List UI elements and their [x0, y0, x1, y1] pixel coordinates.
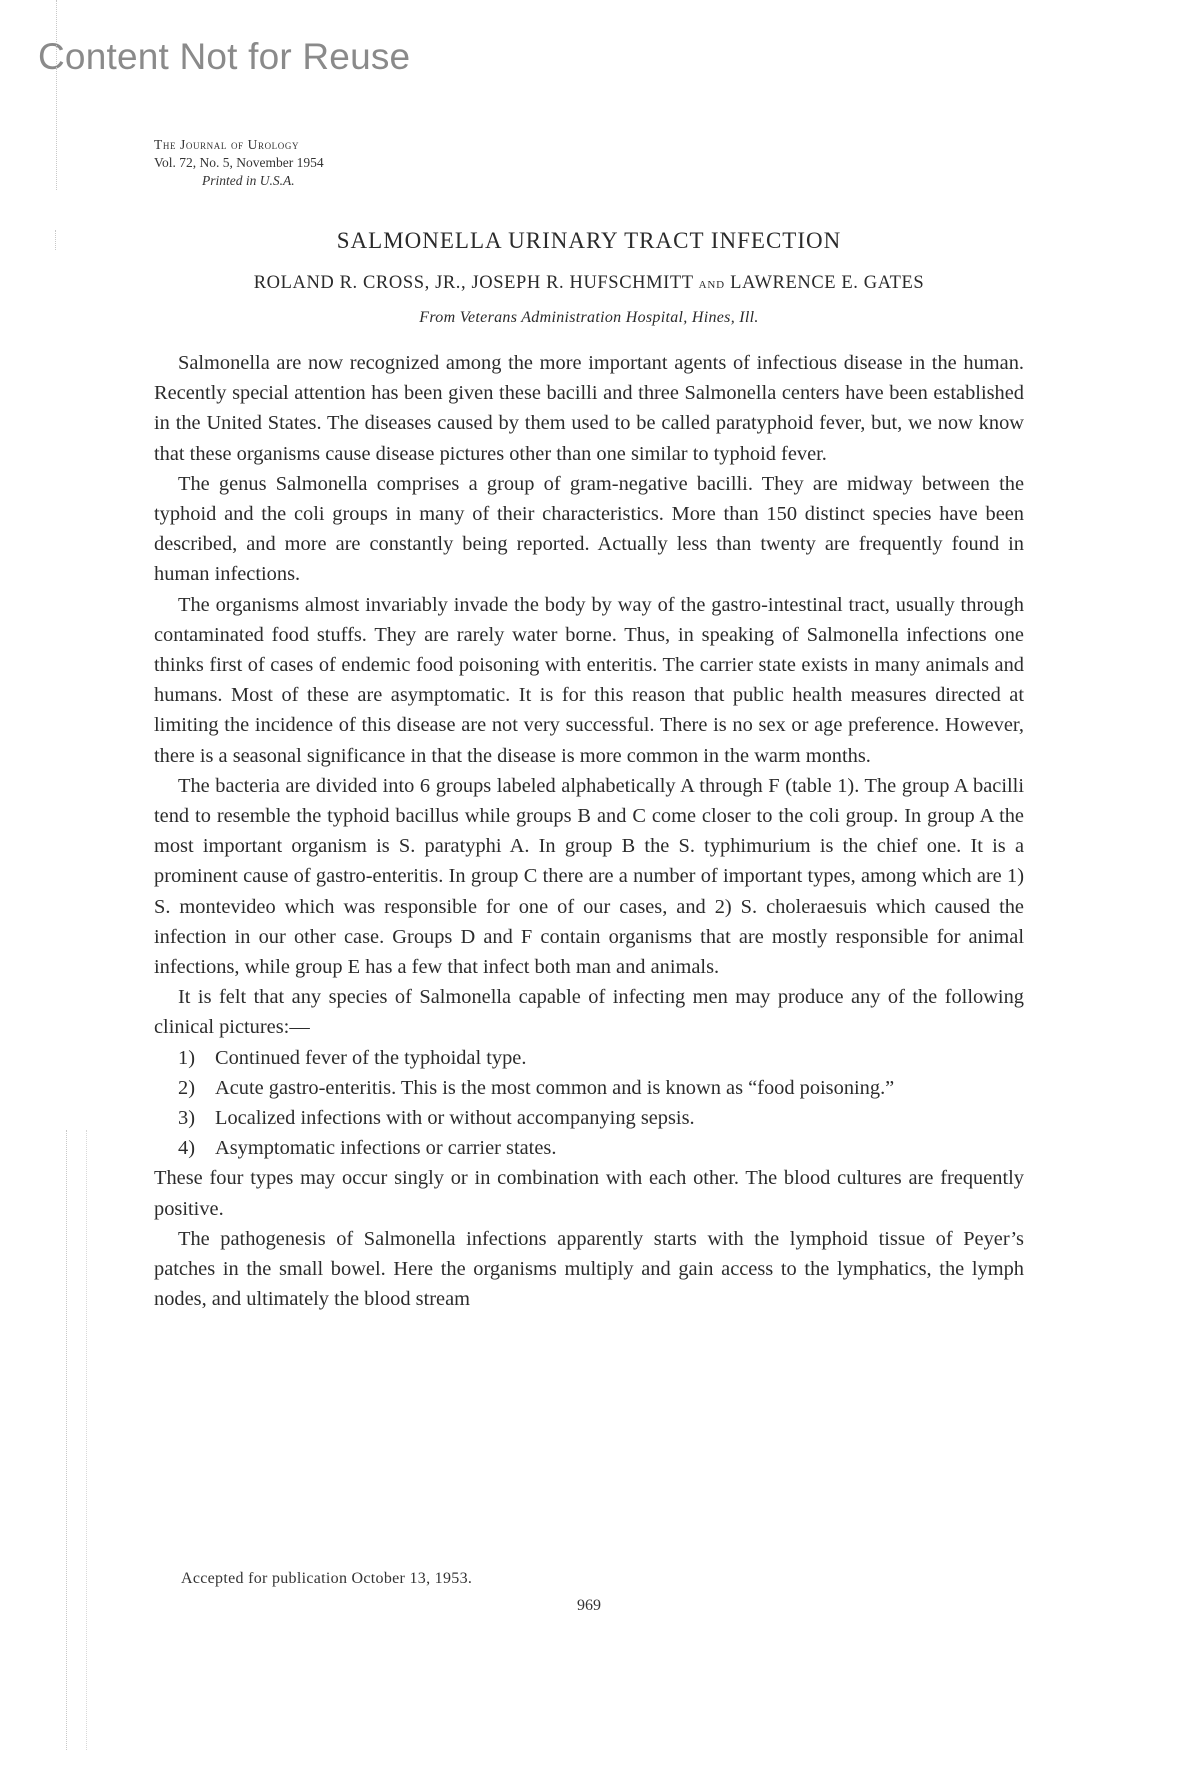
authors-part-2: LAWRENCE E. GATES	[730, 273, 925, 293]
body-paragraph: The genus Salmonella comprises a group of gram-negative bacilli. They are midway between the typhoid and the coli groups in many of their characteristics. More than 150 distinct species have been described, and more are constantly being reported. Actually less than twenty are frequently found in human infections.	[154, 472, 1024, 586]
journal-volume: Vol. 72, No. 5, November 1954	[154, 155, 324, 170]
article-title: SALMONELLA URINARY TRACT INFECTION	[336, 228, 842, 253]
journal-header	[154, 136, 324, 190]
list-item	[154, 1043, 1024, 1073]
body-paragraph: The organisms almost invariably invade the body by way of the gastro-intestinal tract, usually through contaminated food stuffs. They are rarely water borne. Thus, in speaking of Salmonella infections one thinks first of cases of endemic food poisoning with enteritis. The carrier state exists in many animals and humans. Most of these are asymptomatic. It is for this reason that public health measures directed at limiting the incidence of this disease are not very successful. There is no sex or age preference. However, there is a seasonal significance in that the disease is more common in the warm months.	[154, 593, 1024, 767]
scan-artifact-line	[55, 230, 56, 250]
authors-and: and	[698, 275, 725, 292]
body-paragraph: The bacteria are divided into 6 groups labeled alphabetically A through F (table 1). The group A bacilli tend to resemble the typhoid bacillus while groups B and C come closer to the coli group. In group A the most important organism is S. paratyphi A. In group B the S. typhimurium is the chief one. It is a prominent cause of gastro-enteritis. In group C there are a number of important types, among which are 1) S. montevideo which was responsible for one of our cases, and 2) S. choleraesuis which caused the infection in our other case. Groups D and F contain organisms that are mostly responsible for animal infections, while group E has a few that infect both man and animals.	[154, 774, 1024, 979]
list-item	[154, 1133, 1024, 1163]
list-item-text: Acute gastro-enteritis. This is the most common and is known as “food poisoning.”	[215, 1076, 895, 1099]
list-item-number: 2)	[178, 1076, 195, 1099]
scan-artifact-line	[86, 1130, 87, 1750]
list-item-number: 3)	[178, 1107, 195, 1130]
footnote-accepted: Accepted for publication October 13, 1953.	[181, 1570, 473, 1587]
body-paragraph: These four types may occur singly or in combination with each other. The blood cultures are frequently positive.	[154, 1167, 1024, 1220]
list-item-number: 4)	[178, 1137, 195, 1160]
body-paragraph: The pathogenesis of Salmonella infections apparently starts with the lymphoid tissue of Peyer’s patches in the small bowel. Here the organisms multiply and gain access to the lymphatics, the lymph nodes, and ultimately the blood stream	[154, 1227, 1024, 1311]
watermark: Content Not for Reuse	[38, 36, 411, 77]
page-number: 969	[577, 1597, 601, 1614]
authors-part-1: ROLAND R. CROSS, JR., JOSEPH R. HUFSCHMITT	[253, 273, 694, 293]
article-body	[154, 348, 1024, 1315]
body-paragraph: It is felt that any species of Salmonella capable of infecting men may produce any of the following clinical pictures:—	[154, 986, 1024, 1039]
list-item-text: Continued fever of the typhoidal type.	[215, 1046, 527, 1069]
body-paragraph: Salmonella are now recognized among the more important agents of infectious disease in the human. Recently special attention has been given these bacilli and three Salmonella centers have been established in the United States. The diseases caused by them used to be called paratyphoid fever, but, we now know that these organisms cause disease pictures other than one similar to typhoid fever.	[154, 352, 1024, 465]
list-item-number: 1)	[178, 1046, 195, 1069]
scan-artifact-line	[56, 0, 57, 190]
article-affiliation: From Veterans Administration Hospital, Hines, Ill.	[419, 309, 759, 326]
scan-artifact-line	[66, 1130, 67, 1750]
list-item	[154, 1073, 1024, 1103]
list-item-text: Asymptomatic infections or carrier states.	[215, 1137, 557, 1160]
list-item-text: Localized infections with or without accompanying sepsis.	[215, 1107, 695, 1130]
journal-printed: Printed in U.S.A.	[202, 173, 295, 188]
clinical-pictures-list	[154, 1043, 1024, 1164]
article-authors	[154, 273, 1024, 294]
list-item	[154, 1103, 1024, 1133]
journal-name: The Journal of Urology	[154, 137, 300, 152]
